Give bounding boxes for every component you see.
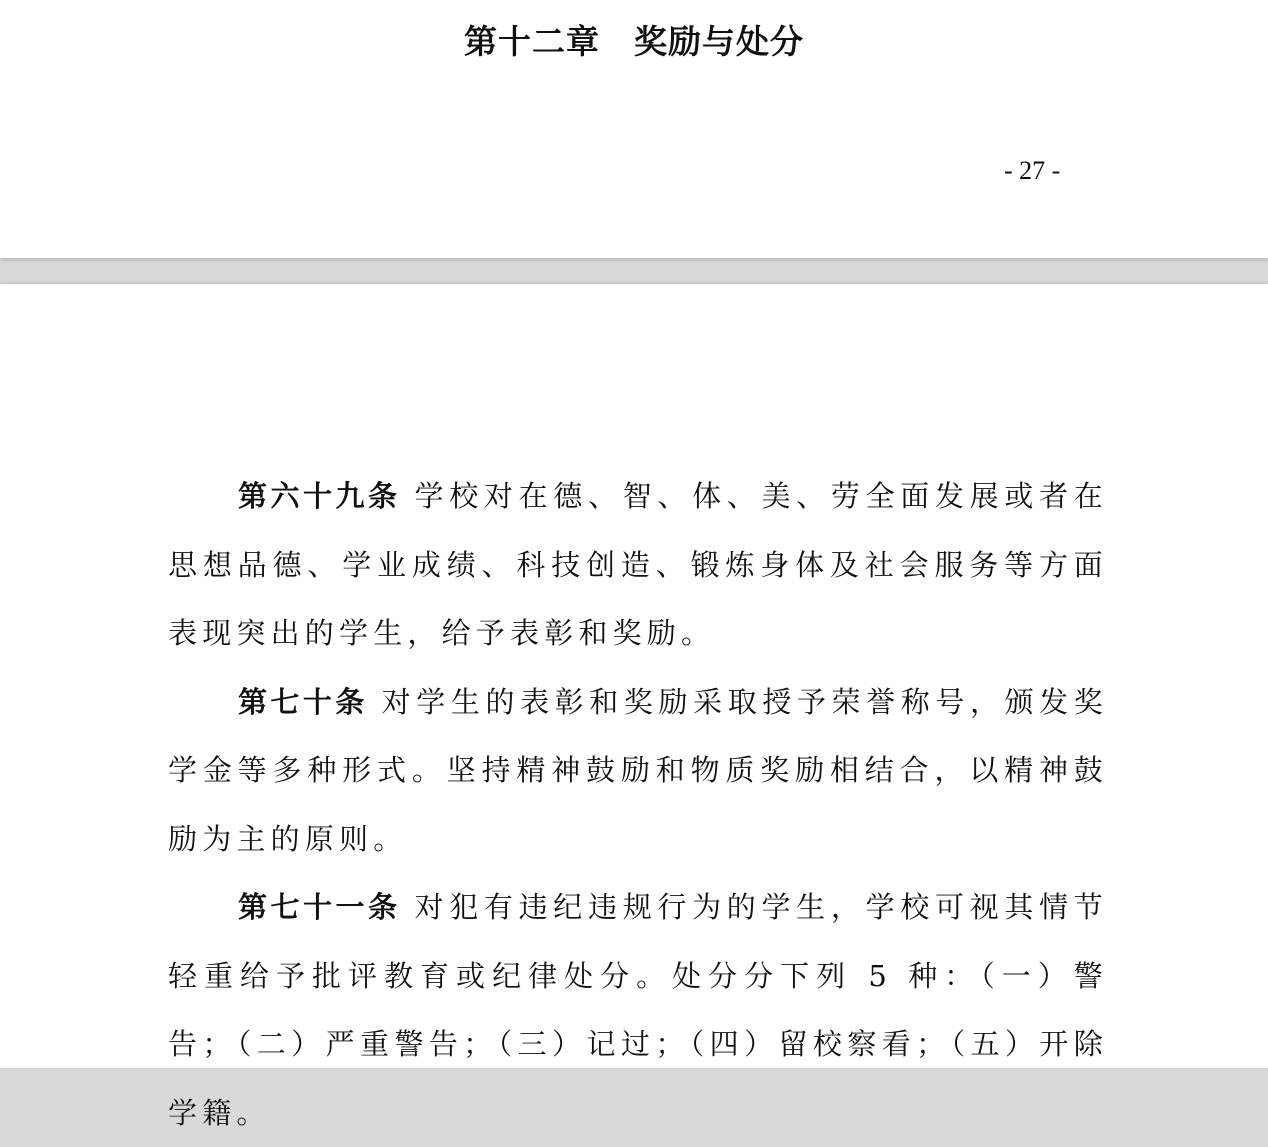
document-body xyxy=(0,462,1268,1147)
article-70 xyxy=(168,668,1108,874)
article-title: 第七十条 xyxy=(238,684,368,719)
page-number: - 27 - xyxy=(1004,156,1061,185)
chapter-title xyxy=(0,18,1268,66)
article-69 xyxy=(168,462,1108,668)
article-text: 对犯有违纪违规行为的学生，学校可视其情节轻重给予批评教育或纪律处分。处分分下列 5 种：（一）警告；（二）严重警告；（三）记过；（四）留校察看；（五）开除学籍。 xyxy=(168,890,1108,1130)
article-71 xyxy=(168,873,1108,1147)
chapter-number: 第十二章 xyxy=(464,22,600,61)
article-text: 对学生的表彰和奖励采取授予荣誉称号，颁发奖学金等多种形式。坚持精神鼓励和物质奖励相结合，以精神鼓励为主的原则。 xyxy=(168,684,1108,856)
article-title: 第七十一条 xyxy=(238,890,401,924)
article-text: 学校对在德、智、体、美、劳全面发展或者在思想品德、学业成绩、科技创造、锻炼身体及社会服务等方面表现突出的学生，给予表彰和奖励。 xyxy=(168,479,1108,650)
previous-page xyxy=(0,0,1268,258)
article-title: 第六十九条 xyxy=(238,479,401,513)
chapter-name: 奖励与处分 xyxy=(634,22,804,61)
